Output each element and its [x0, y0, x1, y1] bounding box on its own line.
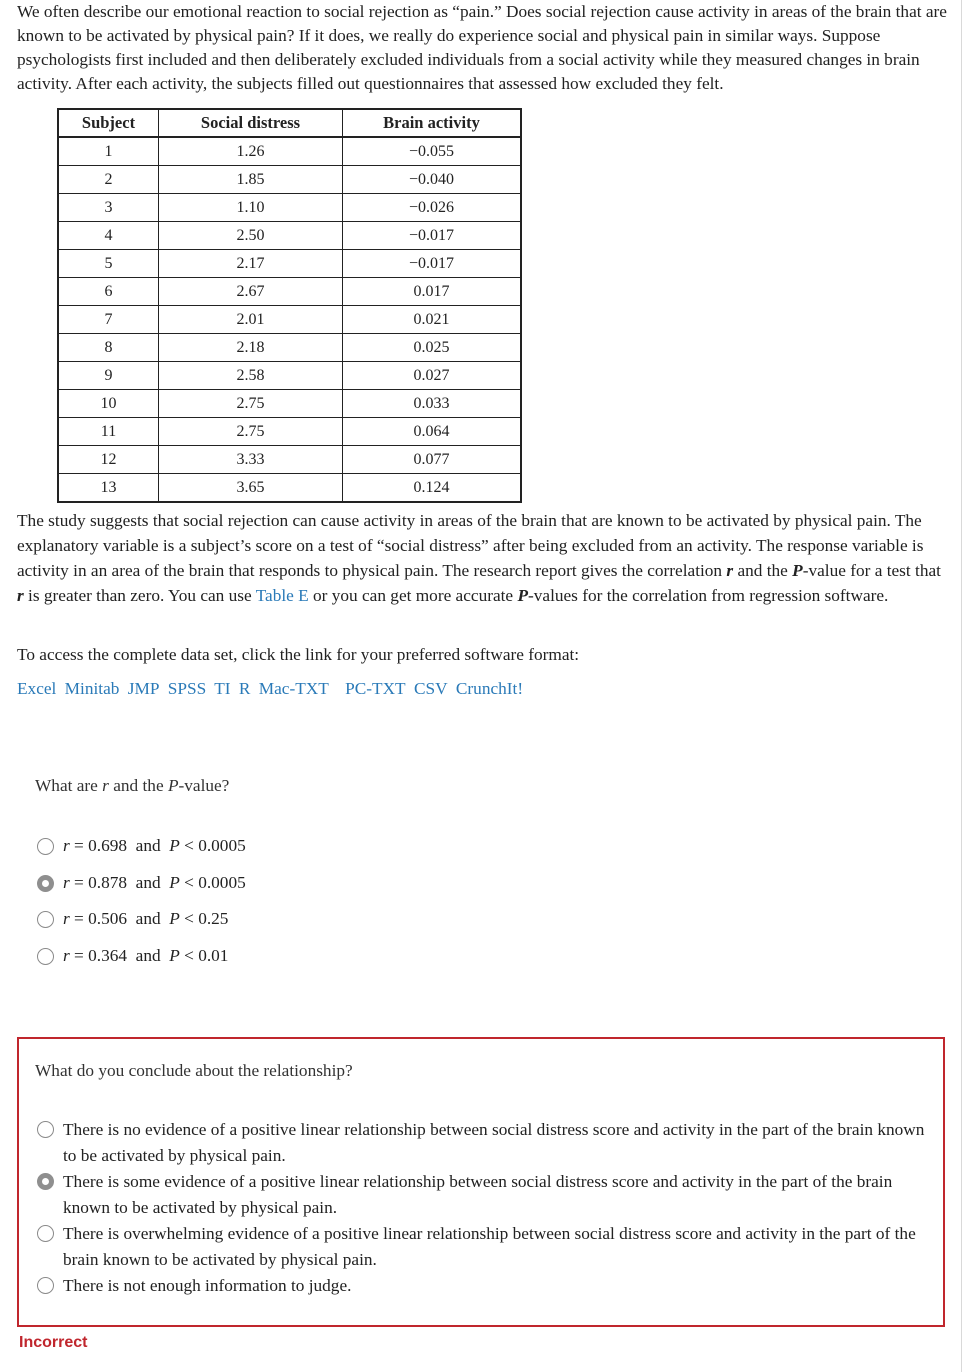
radio-button[interactable] [37, 1277, 54, 1294]
q2-option-4[interactable] [37, 1273, 935, 1299]
cell-distress: 1.26 [159, 137, 343, 166]
intro-paragraph: We often describe our emotional reaction to social rejection as “pain.” Does social rejection cause activity in areas of the brain that are known to be activated by physical pain? If it does, we really do experience social and physical pain in similar ways. Suppose psychologists first included and then deliberately excluded individuals from a social activity while they measured changes in brain activity. After each activity, the subjects filled out questionnaires that assessed how excluded they felt. [17, 2, 947, 93]
option-text: = 0.506 and [69, 909, 170, 928]
cell-activity: −0.017 [343, 250, 522, 278]
p-symbol: P [169, 836, 180, 855]
prompt-text: -value? [178, 776, 230, 795]
cell-activity: 0.027 [343, 362, 522, 390]
table-row [58, 362, 521, 390]
question-1-prompt [35, 776, 229, 796]
prompt-text: What are [35, 776, 103, 795]
cell-activity: −0.040 [343, 166, 522, 194]
cell-distress: 1.85 [159, 166, 343, 194]
study-text: or you can get more accurate [308, 586, 518, 605]
table-row [58, 446, 521, 474]
cell-activity: −0.026 [343, 194, 522, 222]
q2-option-3[interactable] [37, 1221, 935, 1273]
data-table [57, 108, 522, 503]
cell-activity: 0.025 [343, 334, 522, 362]
question-2-prompt: What do you conclude about the relationship? [35, 1061, 353, 1080]
cell-activity: 0.124 [343, 474, 522, 503]
study-text: The study suggests that social rejection can cause activity in areas of the brain that are known to be activated by physical pain. The explanatory variable is a subject’s score on a test of “social distress” after being excluded from an activity. The response variable is activity in an area of the brain that responds to physical pain. The research report gives the correlation [17, 511, 924, 580]
radio-button[interactable] [37, 948, 54, 965]
cell-distress: 2.75 [159, 390, 343, 418]
r-symbol: r [726, 561, 734, 580]
link-jmp[interactable]: JMP [127, 679, 160, 698]
link-csv[interactable]: CSV [413, 679, 448, 698]
link-pc-txt[interactable]: PC-TXT [345, 679, 406, 698]
cell-distress: 2.17 [159, 250, 343, 278]
q1-option-2[interactable] [37, 871, 246, 895]
q1-option-3[interactable] [37, 907, 228, 931]
header-social-distress: Social distress [159, 109, 343, 137]
link-crunchit[interactable]: CrunchIt! [455, 679, 524, 698]
table-header-row [58, 109, 521, 137]
q1-option-1[interactable] [37, 834, 246, 858]
radio-button[interactable] [37, 911, 54, 928]
table-row [58, 474, 521, 503]
option-text: < 0.01 [179, 946, 229, 965]
cell-subject: 1 [58, 137, 159, 166]
feedback-incorrect: Incorrect [19, 1334, 88, 1351]
cell-distress: 2.75 [159, 418, 343, 446]
p-symbol: P [169, 909, 180, 928]
link-spss[interactable]: SPSS [167, 679, 207, 698]
radio-button[interactable] [37, 1121, 54, 1138]
cell-subject: 11 [58, 418, 159, 446]
option-text: There is no evidence of a positive linear relationship between social distress score and activity in the part of the brain known to be activated by physical pain. [63, 1120, 925, 1165]
cell-distress: 3.33 [159, 446, 343, 474]
cell-subject: 10 [58, 390, 159, 418]
link-ti[interactable]: TI [214, 679, 231, 698]
q2-option-1[interactable] [37, 1117, 935, 1169]
r-symbol: r [63, 946, 70, 965]
radio-button-selected[interactable] [37, 1173, 54, 1190]
cell-activity: 0.064 [343, 418, 522, 446]
cell-subject: 12 [58, 446, 159, 474]
option-text: = 0.364 and [69, 946, 170, 965]
software-links [17, 677, 527, 701]
study-text: -values for the correlation from regression software. [528, 586, 889, 605]
table-row [58, 334, 521, 362]
option-text: = 0.878 and [69, 873, 170, 892]
cell-subject: 7 [58, 306, 159, 334]
access-paragraph: To access the complete data set, click the link for your preferred software format: [17, 645, 580, 664]
link-minitab[interactable]: Minitab [64, 679, 120, 698]
cell-activity: −0.055 [343, 137, 522, 166]
cell-activity: 0.033 [343, 390, 522, 418]
link-excel[interactable]: Excel [17, 679, 57, 698]
cell-distress: 1.10 [159, 194, 343, 222]
r-symbol: r [102, 776, 109, 795]
cell-subject: 8 [58, 334, 159, 362]
cell-activity: 0.017 [343, 278, 522, 306]
q1-option-4[interactable] [37, 944, 228, 968]
option-text: < 0.0005 [179, 873, 246, 892]
table-row [58, 390, 521, 418]
cell-subject: 2 [58, 166, 159, 194]
cell-distress: 3.65 [159, 474, 343, 503]
p-symbol: P [792, 561, 803, 580]
radio-button[interactable] [37, 838, 54, 855]
cell-distress: 2.67 [159, 278, 343, 306]
cell-subject: 9 [58, 362, 159, 390]
table-row [58, 166, 521, 194]
p-symbol: P [169, 873, 180, 892]
cell-subject: 3 [58, 194, 159, 222]
header-subject: Subject [58, 109, 159, 137]
option-text: < 0.25 [179, 909, 229, 928]
study-text: -value for a test that [802, 561, 941, 580]
r-symbol: r [17, 586, 24, 605]
table-e-link[interactable]: Table E [255, 586, 309, 605]
prompt-text: and the [108, 776, 168, 795]
table-row [58, 222, 521, 250]
table-row [58, 194, 521, 222]
study-text: is greater than zero. You can use [23, 586, 256, 605]
cell-subject: 6 [58, 278, 159, 306]
table-row [58, 137, 521, 166]
cell-activity: −0.017 [343, 222, 522, 250]
cell-activity: 0.021 [343, 306, 522, 334]
cell-activity: 0.077 [343, 446, 522, 474]
study-text: and the [733, 561, 793, 580]
page-border [961, 0, 962, 1372]
cell-subject: 5 [58, 250, 159, 278]
option-text: < 0.0005 [179, 836, 246, 855]
cell-subject: 13 [58, 474, 159, 503]
table-row [58, 250, 521, 278]
link-r[interactable]: R [238, 679, 251, 698]
option-text: = 0.698 and [69, 836, 170, 855]
cell-distress: 2.18 [159, 334, 343, 362]
q2-option-2[interactable] [37, 1169, 935, 1221]
r-symbol: r [63, 836, 70, 855]
radio-button-selected[interactable] [37, 875, 54, 892]
table-row [58, 306, 521, 334]
option-text: There is not enough information to judge. [63, 1276, 352, 1295]
table-row [58, 278, 521, 306]
option-text: There is some evidence of a positive linear relationship between social distress score and activity in the part of the brain known to be activated by physical pain. [63, 1172, 893, 1217]
cell-distress: 2.01 [159, 306, 343, 334]
cell-distress: 2.50 [159, 222, 343, 250]
cell-subject: 4 [58, 222, 159, 250]
radio-button[interactable] [37, 1225, 54, 1242]
option-text: There is overwhelming evidence of a positive linear relationship between social distress score and activity in the part of the brain known to be activated by physical pain. [63, 1224, 916, 1269]
study-paragraph [17, 508, 947, 608]
r-symbol: r [63, 873, 70, 892]
header-brain-activity: Brain activity [343, 109, 522, 137]
link-mac-txt[interactable]: Mac-TXT [258, 679, 329, 698]
p-symbol: P [167, 776, 179, 795]
cell-distress: 2.58 [159, 362, 343, 390]
table-row [58, 418, 521, 446]
p-symbol: P [517, 586, 528, 605]
p-symbol: P [169, 946, 180, 965]
r-symbol: r [63, 909, 70, 928]
